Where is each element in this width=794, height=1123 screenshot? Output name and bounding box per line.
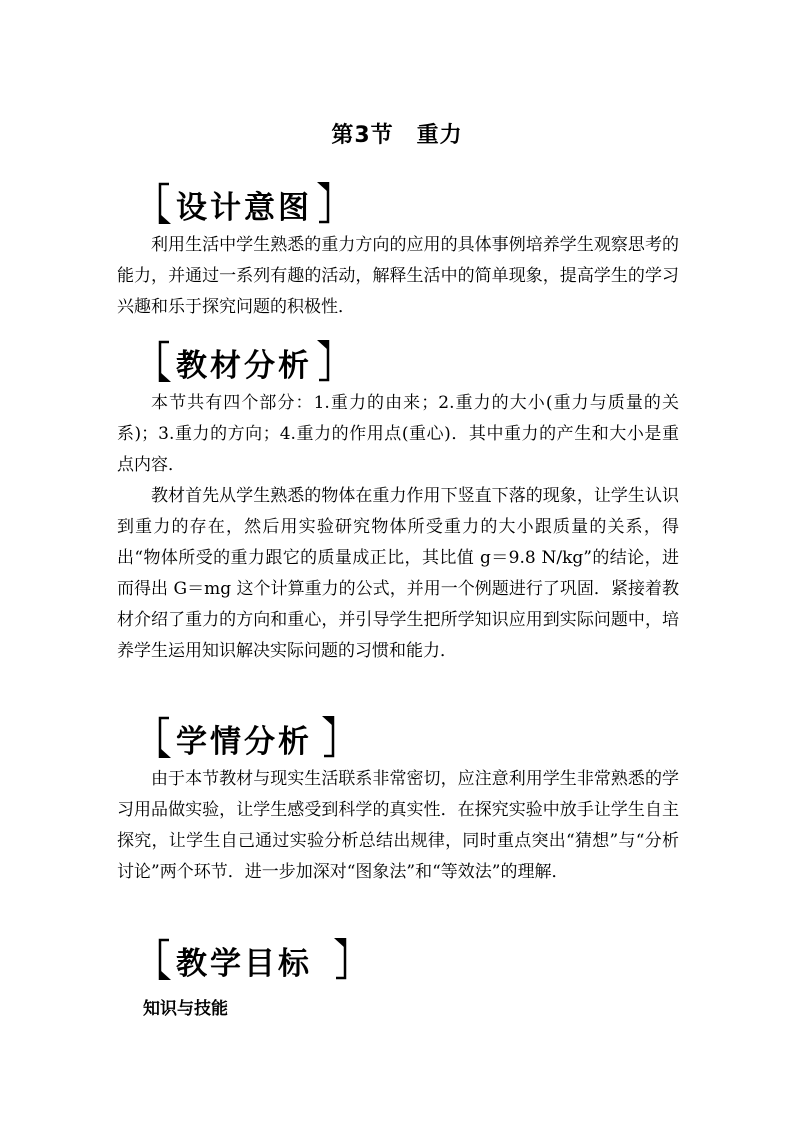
section-heading-text: 教材分析	[176, 348, 312, 384]
page-title: 第3节 重力	[331, 123, 463, 148]
section-heading-text: 学情分析	[176, 724, 312, 760]
bracket-left-icon	[155, 178, 175, 228]
bracket-right-icon	[318, 712, 338, 762]
section-body-learner-analysis	[117, 764, 679, 888]
section-heading-teaching-objectives	[155, 934, 355, 984]
bracket-left-icon	[155, 934, 175, 984]
paragraph: 本节共有四个部分：1.重力的由来；2.重力的大小(重力与质量的关系)；3.重力的方向；4.重力的作用点(重心)．其中重力的产生和大小是重点内容．	[117, 393, 679, 475]
subheading-knowledge-skills: 知识与技能	[143, 999, 228, 1019]
section-heading-material-analysis	[155, 336, 335, 386]
section-heading-design-intent	[155, 178, 335, 228]
section-body-material-analysis	[117, 388, 679, 667]
section-heading-learner-analysis	[155, 712, 345, 762]
section-body-design-intent	[117, 230, 679, 323]
paragraph: 由于本节教材与现实生活联系非常密切，应注意利用学生非常熟悉的学习用品做实验，让学生感受到科学的真实性．在探究实验中放手让学生自主探究，让学生自己通过实验分析总结出规律，同时重点突出“猜想”与“分析讨论”两个环节．进一步加深对“图象法”和“等效法”的理解．	[117, 769, 679, 882]
paragraph: 教材首先从学生熟悉的物体在重力作用下竖直下落的现象，让学生认识到重力的存在，然后用实验研究物体所受重力的大小跟质量的关系，得出“物体所受的重力跟它的质量成正比，其比值 g＝9.8 N/kg”的结论，进而得出 G＝mg 这个计算重力的公式，并用一个例题进行了巩固．紧接着教材介绍了重力的方向和重心，并引导学生把所学知识应用到实际问题中，培养学生运用知识解决实际问题的习惯和能力．	[117, 486, 679, 661]
paragraph: 利用生活中学生熟悉的重力方向的应用的具体事例培养学生观察思考的能力，并通过一系列有趣的活动，解释生活中的简单现象，提高学生的学习兴趣和乐于探究问题的积极性．	[117, 235, 679, 317]
bracket-left-icon	[155, 712, 175, 762]
bracket-right-icon	[313, 178, 333, 228]
bracket-left-icon	[155, 336, 175, 386]
section-heading-text: 设计意图	[176, 190, 312, 226]
section-heading-text: 教学目标	[176, 946, 312, 982]
bracket-right-icon	[313, 336, 333, 386]
bracket-right-icon	[330, 934, 350, 984]
